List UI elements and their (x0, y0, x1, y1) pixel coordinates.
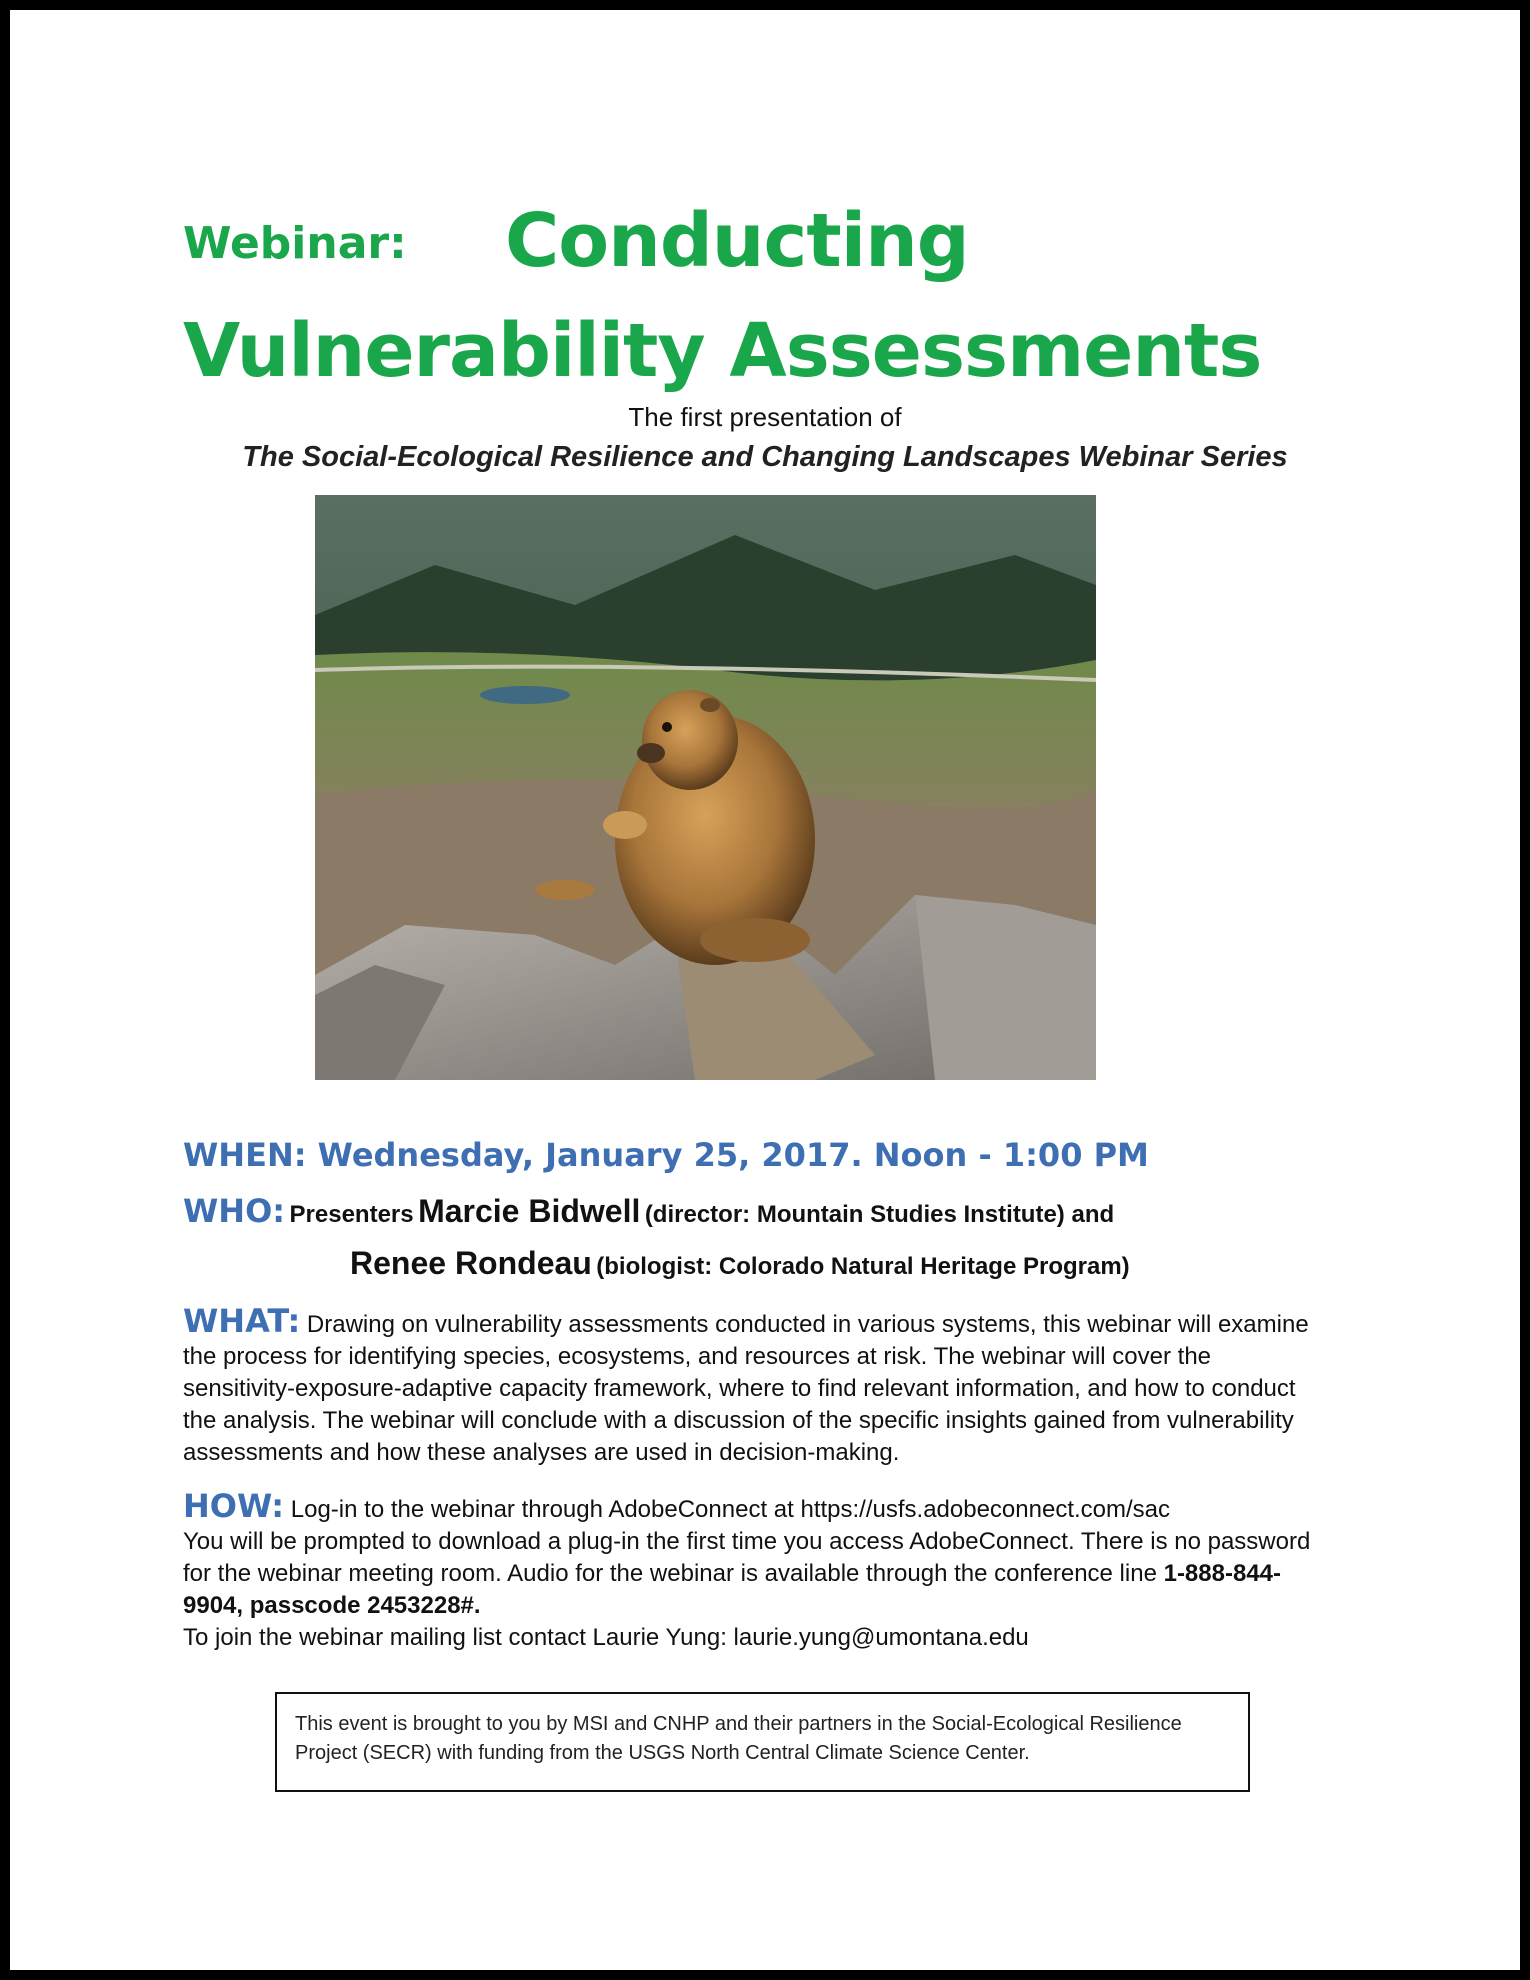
who-label: WHO: (183, 1192, 286, 1230)
presenter-1-name: Marcie Bidwell (418, 1193, 641, 1229)
who-line (183, 1192, 1114, 1230)
mailing-list-line: To join the webinar mailing list contact Laurie Yung: laurie.yung@umontana.edu (183, 1624, 1029, 1651)
credit-box (275, 1692, 1250, 1792)
series-title: The Social-Ecological Resilience and Changing Landscapes Webinar Series (242, 441, 1288, 473)
what-section (183, 1302, 1323, 1469)
phone-passcode: 1-888-844-9904, passcode 2453228#. (183, 1560, 1282, 1619)
title-line-1: Conducting (505, 198, 969, 284)
credit-text: This event is brought to you by MSI and CNHP and their partners in the Social-Ecological Resilience Project (SECR) with funding from the USGS North Central Climate Science Center. (295, 1713, 1182, 1764)
webinar-url-link[interactable]: https://usfs.adobeconnect.com/sac (800, 1496, 1171, 1523)
subtitle: The first presentation of (628, 402, 902, 432)
how-line-2: You will be prompted to download a plug-in the first time you access AdobeConnect. There is no password for the webinar meeting room. Audio for the webinar is available through the conference line (183, 1528, 1311, 1587)
when-line (183, 1136, 1149, 1174)
marmot-illustration (315, 495, 1096, 1080)
how-line-1: Log-in to the webinar through AdobeConnect at (290, 1496, 794, 1523)
who-line-2 (350, 1245, 1130, 1282)
how-label: HOW: (183, 1487, 285, 1525)
how-section (183, 1487, 1323, 1654)
presenters-intro: Presenters (289, 1201, 414, 1228)
what-label: WHAT: (183, 1302, 301, 1340)
presenter-2-name: Renee Rondeau (350, 1245, 592, 1281)
when-value: Wednesday, January 25, 2017. Noon - 1:00 PM (317, 1136, 1149, 1174)
presenter-1-role: (director: Mountain Studies Institute) and (644, 1201, 1115, 1228)
title-line-2: Vulnerability Assessments (183, 308, 1262, 394)
webinar-prefix: Webinar: (183, 218, 407, 269)
what-text: Drawing on vulnerability assessments conducted in various systems, this webinar will examine the process for identifying species, ecosystems, and resources at risk. The webinar will cover the sensitivity-exposure-adaptive capacity framework, where to find relevant information, and how to conduct the analysis. The webinar will conclude with a discussion of the specific insights gained from vulnerability assessments and how these analyses are used in decision-making. (183, 1311, 1309, 1466)
when-label: WHEN: (183, 1136, 307, 1174)
marmot-photo (315, 495, 1096, 1080)
presenter-2-role: (biologist: Colorado Natural Heritage Program) (596, 1253, 1130, 1280)
